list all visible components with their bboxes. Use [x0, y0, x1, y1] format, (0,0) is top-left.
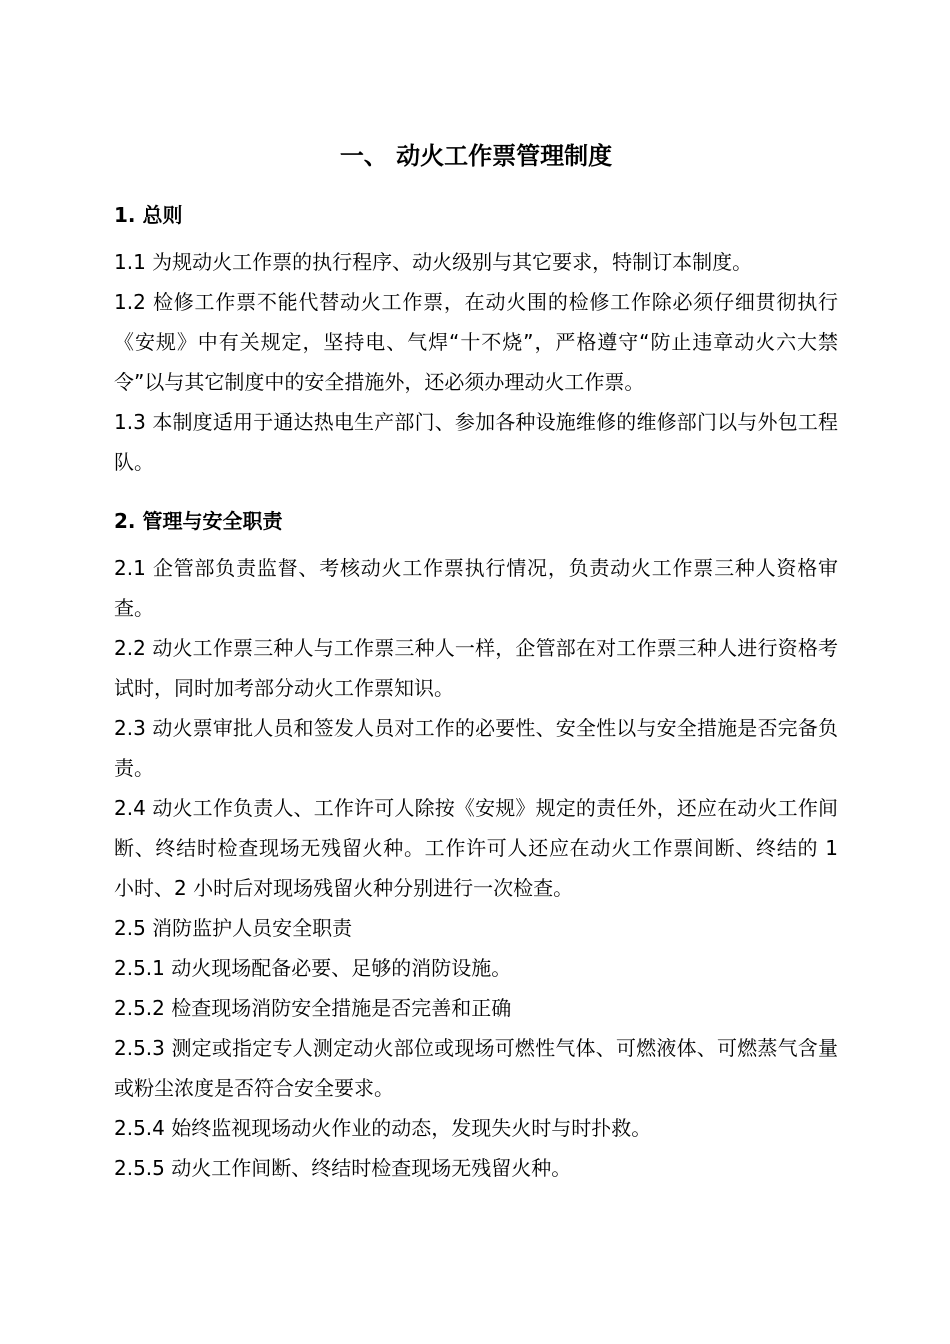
document-title: 一、 动火工作票管理制度	[339, 142, 613, 170]
section-general	[114, 195, 838, 482]
paragraph: 2.4 动火工作负责人、工作许可人除按《安规》规定的责任外，还应在动火工作间断、终结时检查现场无残留火种。工作许可人还应在动火工作票间断、终结的 1 小时、2 小时后对现场残留火种分别进行一次检查。	[114, 796, 838, 900]
paragraph: 1.2 检修工作票不能代替动火工作票，在动火围的检修工作除必须仔细贯彻执行《安规》中有关规定，坚持电、气焊“十不烧”，严格遵守“防止违章动火六大禁令”以与其它制度中的安全措施外，还必须办理动火工作票。	[114, 290, 838, 394]
paragraph: 2.5.1 动火现场配备必要、足够的消防设施。	[114, 956, 512, 980]
paragraph: 2.5.2 检查现场消防安全措施是否完善和正确	[114, 996, 512, 1020]
document-page	[114, 136, 838, 1188]
section-heading: 1. 总则	[114, 203, 183, 227]
paragraph: 2.1 企管部负责监督、考核动火工作票执行情况，负责动火工作票三种人资格审查。	[114, 556, 838, 620]
section-heading: 2. 管理与安全职责	[114, 509, 283, 533]
paragraph: 1.1 为规动火工作票的执行程序、动火级别与其它要求，特制订本制度。	[114, 250, 753, 274]
paragraph: 2.5.3 测定或指定专人测定动火部位或现场可燃性气体、可燃液体、可燃蒸气含量或粉尘浓度是否符合安全要求。	[114, 1036, 838, 1100]
paragraph: 2.5.4 始终监视现场动火作业的动态，发现失火时与时扑救。	[114, 1116, 652, 1140]
paragraph: 2.5.5 动火工作间断、终结时检查现场无残留火种。	[114, 1156, 572, 1180]
paragraph: 1.3 本制度适用于通达热电生产部门、参加各种设施维修的维修部门以与外包工程队。	[114, 410, 838, 474]
paragraph: 2.2 动火工作票三种人与工作票三种人一样，企管部在对工作票三种人进行资格考试时，同时加考部分动火工作票知识。	[114, 636, 838, 700]
section-management-duties	[114, 501, 838, 1188]
paragraph: 2.3 动火票审批人员和签发人员对工作的必要性、安全性以与安全措施是否完备负责。	[114, 716, 838, 780]
paragraph: 2.5 消防监护人员安全职责	[114, 916, 353, 940]
